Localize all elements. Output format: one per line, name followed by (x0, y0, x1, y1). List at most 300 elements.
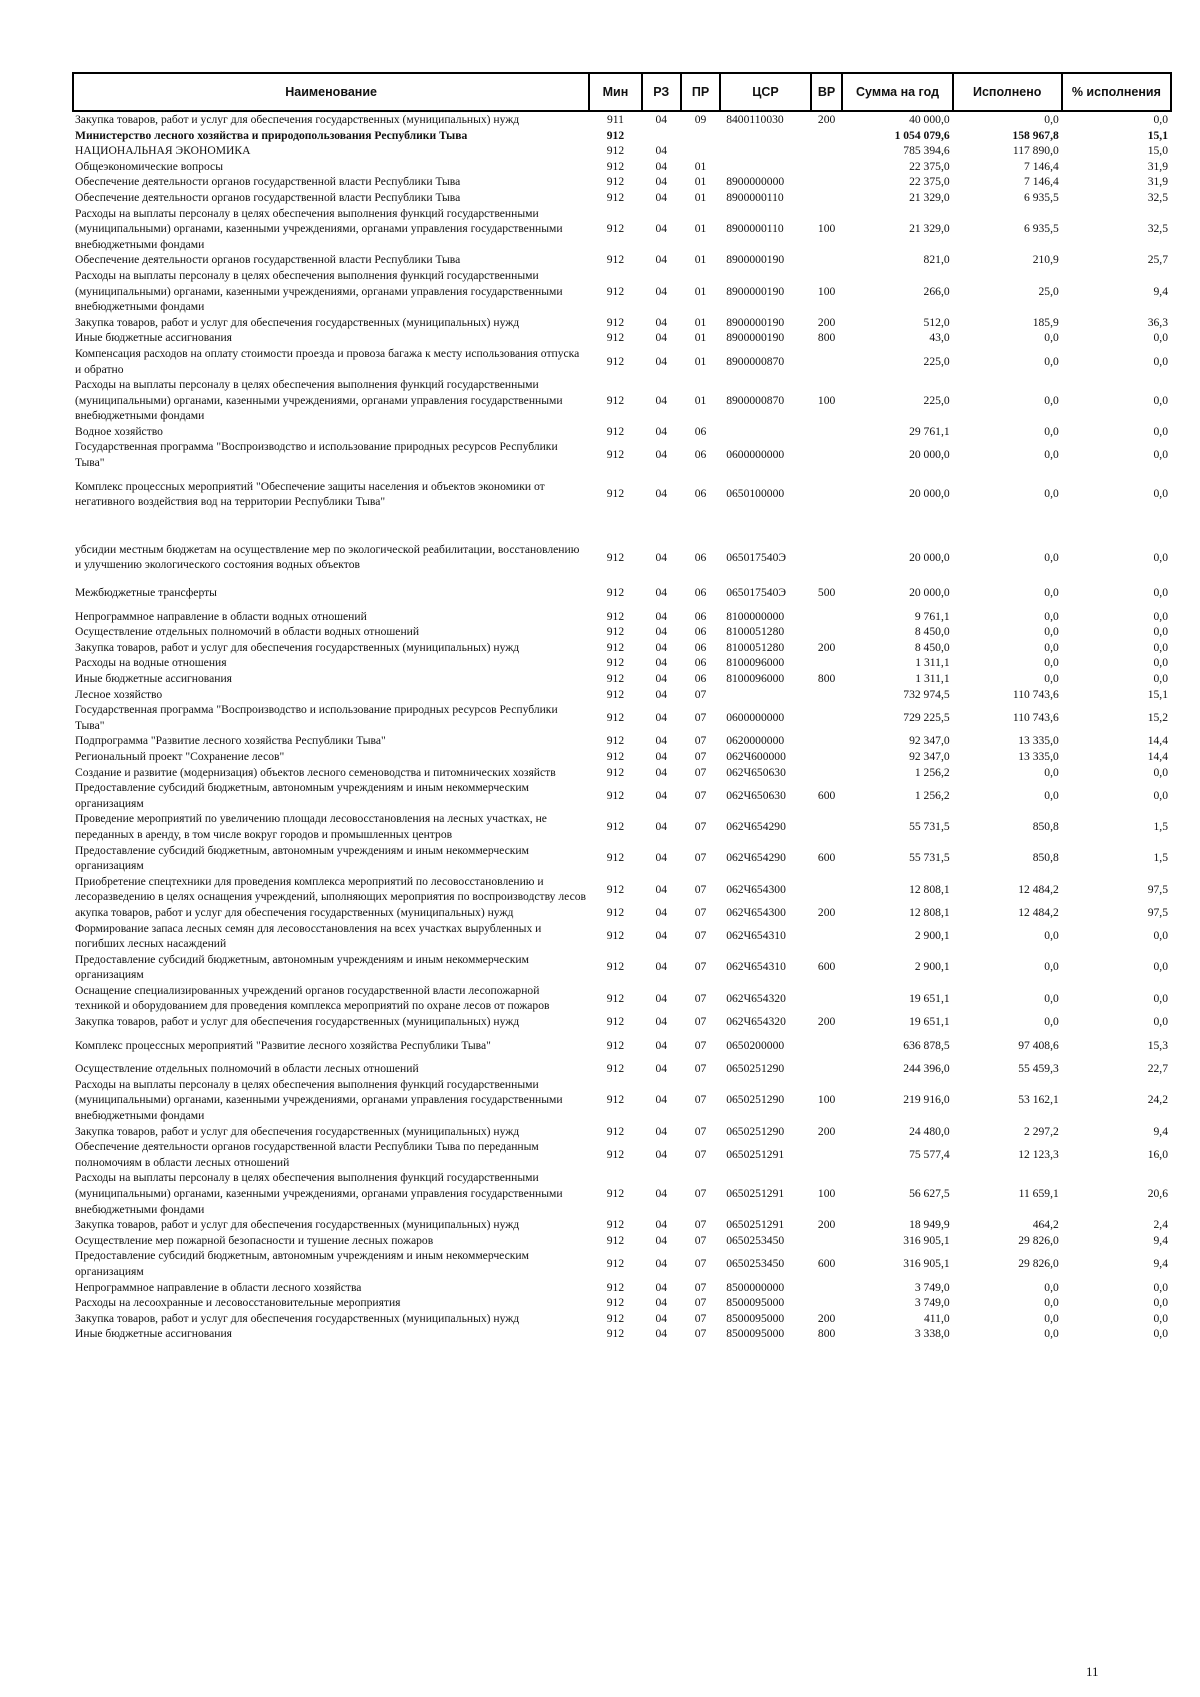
row-pr-cell: 06 (694, 609, 707, 623)
row-rz-cell: 04 (655, 1311, 668, 1325)
row-done-cell: 850,8 (1032, 820, 1059, 834)
row-min-cell: 911 (606, 113, 624, 126)
row-pct-cell: 97,5 (1147, 905, 1168, 919)
row-pr-cell: 07 (694, 929, 707, 943)
row-rz-cell: 04 (655, 448, 668, 462)
row-sum-cell: 512,0 (923, 315, 950, 329)
row-csr-cell: 065017540Э (726, 550, 787, 564)
row-vr-cell (811, 1233, 843, 1249)
row-name-cell: Министерство лесного хозяйства и природопользования Республики Тыва (75, 128, 468, 142)
row-rz-cell: 04 (655, 656, 668, 670)
row-vr-cell (811, 252, 843, 268)
row-pct-cell: 0,0 (1153, 672, 1168, 685)
row-csr-cell: 8500000000 (726, 1280, 785, 1294)
row-rz-cell: 04 (655, 222, 668, 236)
row-done-cell: 110 743,6 (1012, 710, 1059, 724)
row-vr-cell (811, 143, 843, 159)
row-min-cell: 912 (606, 1038, 625, 1052)
row-sum-cell: 22 375,0 (909, 159, 950, 173)
table-row (73, 128, 1171, 144)
row-name-cell: НАЦИОНАЛЬНАЯ ЭКОНОМИКА (75, 144, 251, 158)
table-row (73, 1170, 1171, 1217)
table-row (73, 765, 1171, 781)
row-sum-cell: 20 000,0 (909, 550, 950, 564)
row-min-cell: 912 (606, 749, 625, 763)
row-min-cell: 912 (606, 640, 625, 654)
row-pr-cell: 06 (694, 487, 707, 501)
row-rz-cell: 04 (655, 749, 668, 763)
row-csr-cell: 0650251291 (726, 1218, 785, 1232)
row-csr-cell: 062Ч650630 (726, 788, 786, 802)
header-sum: Сумма на год (842, 73, 952, 111)
row-sum-cell: 1 256,2 (914, 788, 950, 802)
row-csr-cell: 062Ч600000 (726, 749, 786, 763)
row-min-cell: 912 (606, 820, 625, 834)
row-name-cell: Межбюджетные трансферты (75, 586, 217, 600)
row-min-cell: 912 (606, 1218, 625, 1232)
row-sum-cell: 19 651,1 (909, 1015, 950, 1029)
row-min-cell: 912 (606, 960, 625, 974)
row-csr-cell: 0650251290 (726, 1062, 785, 1076)
page-number: 11 (1086, 1664, 1099, 1679)
row-pct-cell: 15,3 (1147, 1038, 1168, 1052)
table-row (73, 671, 1171, 687)
row-name-cell: Формирование запаса лесных семян для лесовосстановления на всех участках вырубленных и погибших лесных насаждений (75, 921, 542, 951)
row-name-cell: Осуществление мер пожарной безопасности и тушение лесных пожаров (75, 1233, 434, 1247)
row-name-cell: Закупка товаров, работ и услуг для обеспечения государственных (муниципальных) нужд (75, 640, 520, 654)
row-name-cell: Расходы на выплаты персоналу в целях обеспечения выполнения функций государственными (муниципальными) органами, казенными учреждениями, органами управления государственными внебюджетными фондами (75, 206, 563, 251)
row-csr-cell: 0650100000 (726, 487, 785, 501)
row-name-cell: Оснащение специализированных учреждений органов государственной власти лесопожарной техникой и оборудованием для проведения комплекса мероприятий по охране лесов от пожаров (75, 983, 550, 1013)
table-row (73, 1248, 1171, 1279)
row-name-cell: Расходы на выплаты персоналу в целях обеспечения выполнения функций государственными (муниципальными) органами, казенными учреждениями, органами управления государственными внебюджетными фондами (75, 1077, 563, 1123)
row-rz-cell: 04 (655, 253, 668, 267)
header-csr: ЦСР (720, 73, 811, 111)
row-vr-cell: 200 (817, 1124, 836, 1138)
row-rz-cell: 04 (655, 586, 668, 600)
row-pr-cell: 06 (694, 550, 707, 564)
row-min-cell: 912 (606, 354, 625, 368)
row-min-cell: 912 (606, 284, 625, 298)
row-name-cell: Закупка товаров, работ и услуг для обеспечения государственных (муниципальных) нужд (75, 113, 520, 126)
row-name-cell: Обеспечение деятельности органов государственной власти Республики Тыва (75, 253, 461, 267)
row-done-cell: 0,0 (1044, 960, 1059, 974)
table-row (73, 1124, 1171, 1140)
row-done-cell: 0,0 (1044, 1296, 1059, 1310)
row-name-cell: Водное хозяйство (75, 424, 163, 438)
table-row (73, 749, 1171, 765)
row-rz-cell: 04 (655, 1124, 668, 1138)
row-vr-cell: 600 (817, 851, 836, 865)
row-rz-cell: 04 (655, 175, 668, 189)
row-pct-cell: 0,0 (1153, 656, 1168, 670)
row-sum-cell: 266,0 (923, 284, 950, 298)
row-rz-cell: 04 (655, 1257, 668, 1271)
table-row (73, 687, 1171, 703)
row-min-cell: 912 (606, 625, 625, 639)
table-row (73, 1014, 1171, 1030)
row-csr-cell: 065017540Э (726, 586, 787, 600)
row-sum-cell: 21 329,0 (909, 190, 950, 204)
row-csr-cell: 062Ч654310 (726, 929, 786, 943)
row-min-cell: 912 (606, 991, 625, 1005)
row-rz-cell: 04 (655, 144, 668, 158)
row-name-cell: Иные бюджетные ассигнования (75, 331, 232, 345)
row-pr-cell: 07 (694, 1187, 707, 1200)
row-rz-cell: 04 (655, 905, 668, 919)
row-min-cell: 912 (606, 851, 625, 865)
row-vr-cell (811, 921, 843, 952)
row-min-cell: 912 (606, 128, 625, 142)
row-rz-cell (642, 128, 681, 144)
row-done-cell: 0,0 (1044, 1327, 1059, 1341)
row-vr-cell (811, 424, 843, 440)
row-min-cell: 912 (606, 144, 625, 158)
row-done-cell: 0,0 (1044, 656, 1059, 670)
table-row (73, 206, 1171, 253)
row-csr-cell: 8900000000 (726, 175, 785, 189)
row-rz-cell: 04 (655, 1093, 668, 1107)
row-vr-cell (811, 624, 843, 640)
row-pr-cell: 07 (694, 1257, 707, 1271)
table-row (73, 471, 1171, 518)
row-rz-cell: 04 (655, 487, 668, 501)
table-row (73, 1326, 1171, 1342)
row-done-cell: 2 297,2 (1024, 1124, 1059, 1138)
row-rz-cell: 04 (655, 190, 668, 204)
row-name-cell: Комплекс процессных мероприятий "Обеспечение защиты населения и объектов экономики от негативного воздействия вод на территории Республики Тыва" (75, 479, 545, 509)
row-done-cell: 0,0 (1044, 586, 1059, 600)
row-min-cell: 912 (606, 1187, 625, 1200)
row-pr-cell: 06 (694, 586, 707, 600)
row-done-cell: 13 335,0 (1018, 749, 1059, 763)
row-name-cell: Государственная программа "Воспроизводство и использование природных ресурсов Республики Тыва" (75, 440, 558, 470)
row-rz-cell: 04 (655, 765, 668, 779)
table-row (73, 780, 1171, 811)
row-csr-cell: 8100000000 (726, 609, 785, 623)
row-sum-cell: 8 450,0 (914, 625, 950, 639)
row-done-cell: 110 743,6 (1012, 687, 1059, 701)
row-vr-cell: 100 (817, 1093, 836, 1107)
row-pr-cell: 01 (694, 315, 707, 329)
row-pr-cell: 07 (694, 687, 707, 701)
table-row (73, 609, 1171, 625)
row-sum-cell: 12 808,1 (909, 882, 950, 896)
row-min-cell: 912 (606, 788, 625, 802)
row-pct-cell: 9,4 (1153, 1124, 1168, 1138)
row-csr-cell: 0650251290 (726, 1124, 785, 1138)
row-pct-cell: 97,5 (1147, 882, 1168, 896)
row-csr-cell: 8900000190 (726, 284, 785, 298)
row-vr-cell: 800 (817, 331, 836, 345)
row-pct-cell: 0,0 (1153, 991, 1168, 1005)
row-pct-cell: 0,0 (1153, 113, 1168, 126)
row-rz-cell: 04 (655, 788, 668, 802)
row-sum-cell: 55 731,5 (909, 851, 950, 865)
table-row (73, 268, 1171, 315)
row-min-cell: 912 (606, 1296, 625, 1310)
row-csr-cell: 8100051280 (726, 625, 785, 639)
row-rz-cell: 04 (655, 550, 668, 564)
row-vr-cell: 800 (817, 672, 836, 685)
row-rz-cell: 04 (655, 672, 668, 685)
row-name-cell: акупка товаров, работ и услуг для обеспечения государственных (муниципальных) нужд (75, 905, 514, 919)
row-pct-cell: 0,0 (1153, 354, 1168, 368)
row-pr-cell: 07 (694, 1148, 707, 1162)
table-row (73, 377, 1171, 424)
row-pct-cell: 0,0 (1153, 640, 1168, 654)
row-vr-cell: 200 (817, 640, 836, 654)
row-csr-cell: 8900000110 (726, 190, 784, 204)
row-min-cell: 912 (606, 175, 625, 189)
row-csr-cell: 0650251291 (726, 1187, 785, 1200)
row-csr-cell: 062Ч654320 (726, 1015, 786, 1029)
table-row (73, 733, 1171, 749)
row-name-cell: Региональный проект "Сохранение лесов" (75, 749, 285, 763)
row-vr-cell (811, 518, 843, 577)
row-pct-cell: 0,0 (1153, 1015, 1168, 1029)
row-sum-cell: 19 651,1 (909, 991, 950, 1005)
row-pct-cell: 0,0 (1153, 765, 1168, 779)
row-vr-cell (811, 874, 843, 905)
row-sum-cell: 40 000,0 (909, 113, 950, 126)
row-vr-cell: 100 (817, 1187, 836, 1200)
row-min-cell: 912 (606, 190, 625, 204)
row-pct-cell: 15,2 (1147, 710, 1168, 724)
row-pr-cell (681, 128, 720, 144)
row-sum-cell: 18 949,9 (909, 1218, 950, 1232)
row-rz-cell: 04 (655, 1233, 668, 1247)
row-pct-cell: 0,0 (1153, 1296, 1168, 1310)
row-sum-cell: 225,0 (923, 393, 950, 407)
row-rz-cell: 04 (655, 1327, 668, 1341)
row-min-cell: 912 (606, 315, 625, 329)
row-pct-cell: 0,0 (1153, 1311, 1168, 1325)
row-pr-cell: 07 (694, 765, 707, 779)
row-vr-cell: 200 (817, 905, 836, 919)
row-pr-cell: 07 (694, 882, 707, 896)
row-name-cell: Расходы на выплаты персоналу в целях обеспечения выполнения функций государственными (муниципальными) органами, казенными учреждениями, органами управления государственными внебюджетными фондами (75, 268, 563, 314)
row-pr-cell: 07 (694, 734, 707, 748)
row-pct-cell: 0,0 (1153, 960, 1168, 974)
row-pct-cell: 15,1 (1147, 128, 1168, 142)
row-min-cell: 912 (606, 1148, 625, 1162)
row-min-cell: 912 (606, 448, 625, 462)
row-pr-cell: 06 (694, 625, 707, 639)
row-name-cell: Непрограммное направление в области лесного хозяйства (75, 1280, 362, 1294)
row-pr-cell: 06 (694, 424, 707, 438)
row-sum-cell: 8 450,0 (914, 640, 950, 654)
row-pct-cell: 0,0 (1153, 586, 1168, 600)
header-name: Наименование (73, 73, 589, 111)
row-done-cell: 12 123,3 (1018, 1148, 1059, 1162)
row-vr-cell (811, 983, 843, 1014)
row-sum-cell: 729 225,5 (903, 710, 950, 724)
row-pr-cell: 06 (694, 448, 707, 462)
row-pct-cell: 14,4 (1147, 749, 1168, 763)
row-pct-cell: 15,0 (1147, 144, 1168, 158)
table-row (73, 1217, 1171, 1233)
row-pct-cell: 0,0 (1153, 929, 1168, 943)
table-row (73, 330, 1171, 346)
row-min-cell: 912 (606, 1327, 625, 1341)
row-name-cell: Обеспечение деятельности органов государственной власти Республики Тыва (75, 175, 461, 189)
row-sum-cell: 92 347,0 (909, 734, 950, 748)
row-min-cell: 912 (606, 905, 625, 919)
row-sum-cell: 636 878,5 (903, 1038, 950, 1052)
row-sum-cell: 12 808,1 (909, 905, 950, 919)
row-csr-cell: 8100096000 (726, 672, 785, 685)
row-done-cell: 0,0 (1044, 609, 1059, 623)
row-pct-cell: 25,7 (1147, 253, 1168, 267)
row-csr-cell: 8900000870 (726, 393, 785, 407)
row-rz-cell: 04 (655, 710, 668, 724)
row-csr-cell (720, 687, 811, 703)
row-rz-cell: 04 (655, 640, 668, 654)
row-sum-cell: 22 375,0 (909, 175, 950, 189)
row-vr-cell (811, 749, 843, 765)
table-row (73, 1139, 1171, 1170)
row-sum-cell: 785 394,6 (903, 144, 950, 158)
row-csr-cell: 8900000870 (726, 354, 785, 368)
row-pct-cell: 9,4 (1153, 1233, 1168, 1247)
row-pct-cell: 32,5 (1147, 190, 1168, 204)
row-pr-cell: 07 (694, 1093, 707, 1107)
table-row (73, 843, 1171, 874)
row-pr-cell: 07 (694, 1015, 707, 1029)
row-rz-cell: 04 (655, 929, 668, 943)
row-pr-cell: 01 (694, 222, 707, 236)
row-rz-cell: 04 (655, 1148, 668, 1162)
table-row (73, 439, 1171, 470)
row-done-cell: 0,0 (1044, 929, 1059, 943)
row-vr-cell (811, 190, 843, 206)
table-row (73, 518, 1171, 577)
header-min: Мин (589, 73, 641, 111)
row-sum-cell: 225,0 (923, 354, 950, 368)
row-vr-cell (811, 174, 843, 190)
row-csr-cell (720, 159, 811, 175)
table-row (73, 346, 1171, 377)
table-row (73, 190, 1171, 206)
row-pct-cell: 0,0 (1153, 487, 1168, 501)
row-sum-cell: 55 731,5 (909, 820, 950, 834)
row-sum-cell: 20 000,0 (909, 448, 950, 462)
table-row (73, 577, 1171, 609)
row-name-cell: Иные бюджетные ассигнования (75, 672, 232, 685)
row-min-cell: 912 (606, 159, 625, 173)
row-rz-cell: 04 (655, 1296, 668, 1310)
row-done-cell: 25,0 (1038, 284, 1059, 298)
row-pr-cell: 07 (694, 991, 707, 1005)
row-done-cell: 464,2 (1032, 1218, 1059, 1232)
row-pct-cell: 0,0 (1153, 448, 1168, 462)
row-done-cell: 0,0 (1044, 113, 1059, 126)
row-name-cell: Приобретение спецтехники для проведения комплекса мероприятий по лесовосстановлению и лесоразведению в целях оснащения учреждений, ыполняющих мероприятия по воспроизводству лесов (75, 874, 587, 904)
row-sum-cell: 316 905,1 (903, 1233, 950, 1247)
row-sum-cell: 24 480,0 (909, 1124, 950, 1138)
row-pct-cell: 16,0 (1147, 1148, 1168, 1162)
table-row (73, 424, 1171, 440)
row-pct-cell: 9,4 (1153, 1257, 1168, 1271)
row-vr-cell (811, 1061, 843, 1077)
row-done-cell: 7 146,4 (1024, 159, 1059, 173)
table-row (73, 1233, 1171, 1249)
row-pct-cell: 24,2 (1147, 1093, 1168, 1107)
row-sum-cell: 20 000,0 (909, 487, 950, 501)
row-done-cell: 13 335,0 (1018, 734, 1059, 748)
row-rz-cell: 04 (655, 1038, 668, 1052)
row-pr-cell: 01 (694, 393, 707, 407)
row-done-cell: 0,0 (1044, 1015, 1059, 1029)
row-rz-cell: 04 (655, 1062, 668, 1076)
row-done-cell: 6 935,5 (1024, 190, 1059, 204)
row-pct-cell: 9,4 (1153, 284, 1168, 298)
row-vr-cell (811, 159, 843, 175)
row-vr-cell (811, 439, 843, 470)
header-done: Исполнено (953, 73, 1062, 111)
row-done-cell: 0,0 (1044, 448, 1059, 462)
row-done-cell: 117 890,0 (1012, 144, 1059, 158)
row-vr-cell (811, 1295, 843, 1311)
row-pr-cell: 07 (694, 710, 707, 724)
row-pr-cell: 09 (694, 113, 707, 126)
row-pr-cell: 06 (694, 656, 707, 670)
row-name-cell: Расходы на выплаты персоналу в целях обеспечения выполнения функций государственными (муниципальными) органами, казенными учреждениями, органами управления государственными внебюджетными фондами (75, 378, 563, 423)
row-vr-cell: 200 (817, 1218, 836, 1232)
row-sum-cell: 1 054 079,6 (894, 128, 950, 142)
table-row (73, 702, 1171, 733)
row-rz-cell: 04 (655, 991, 668, 1005)
row-pr-cell: 01 (694, 354, 707, 368)
row-rz-cell: 04 (655, 1280, 668, 1294)
row-rz-cell: 04 (655, 315, 668, 329)
row-name-cell: Обеспечение деятельности органов государственной власти Республики Тыва (75, 190, 461, 204)
row-rz-cell: 04 (655, 609, 668, 623)
row-pr-cell: 07 (694, 1296, 707, 1310)
row-pct-cell: 1,5 (1153, 820, 1168, 834)
row-vr-cell: 600 (817, 788, 836, 802)
row-csr-cell: 0600000000 (726, 448, 785, 462)
row-sum-cell: 43,0 (929, 331, 950, 345)
row-pr-cell: 07 (694, 1327, 707, 1341)
table-row (73, 952, 1171, 983)
row-vr-cell: 100 (817, 393, 836, 407)
row-pr-cell: 07 (694, 1124, 707, 1138)
row-pct-cell: 14,4 (1147, 734, 1168, 748)
table-row (73, 1311, 1171, 1327)
row-pct-cell: 20,6 (1147, 1187, 1168, 1200)
row-rz-cell: 04 (655, 851, 668, 865)
row-min-cell: 912 (606, 222, 625, 236)
row-vr-cell (811, 128, 843, 144)
row-done-cell: 29 826,0 (1018, 1233, 1059, 1247)
row-sum-cell: 75 577,4 (909, 1148, 950, 1162)
row-csr-cell: 8500095000 (726, 1311, 785, 1325)
row-pr-cell (681, 143, 720, 159)
row-min-cell: 912 (606, 331, 625, 345)
row-csr-cell: 0650200000 (726, 1038, 785, 1052)
row-rz-cell: 04 (655, 1218, 668, 1232)
row-done-cell: 0,0 (1044, 487, 1059, 501)
row-min-cell: 912 (606, 253, 625, 267)
row-vr-cell: 500 (817, 586, 836, 600)
row-name-cell: Закупка товаров, работ и услуг для обеспечения государственных (муниципальных) нужд (75, 1124, 520, 1138)
row-pct-cell: 1,5 (1153, 851, 1168, 865)
row-csr-cell: 062Ч654320 (726, 991, 786, 1005)
row-sum-cell: 2 900,1 (914, 929, 950, 943)
row-pct-cell: 31,9 (1147, 175, 1168, 189)
